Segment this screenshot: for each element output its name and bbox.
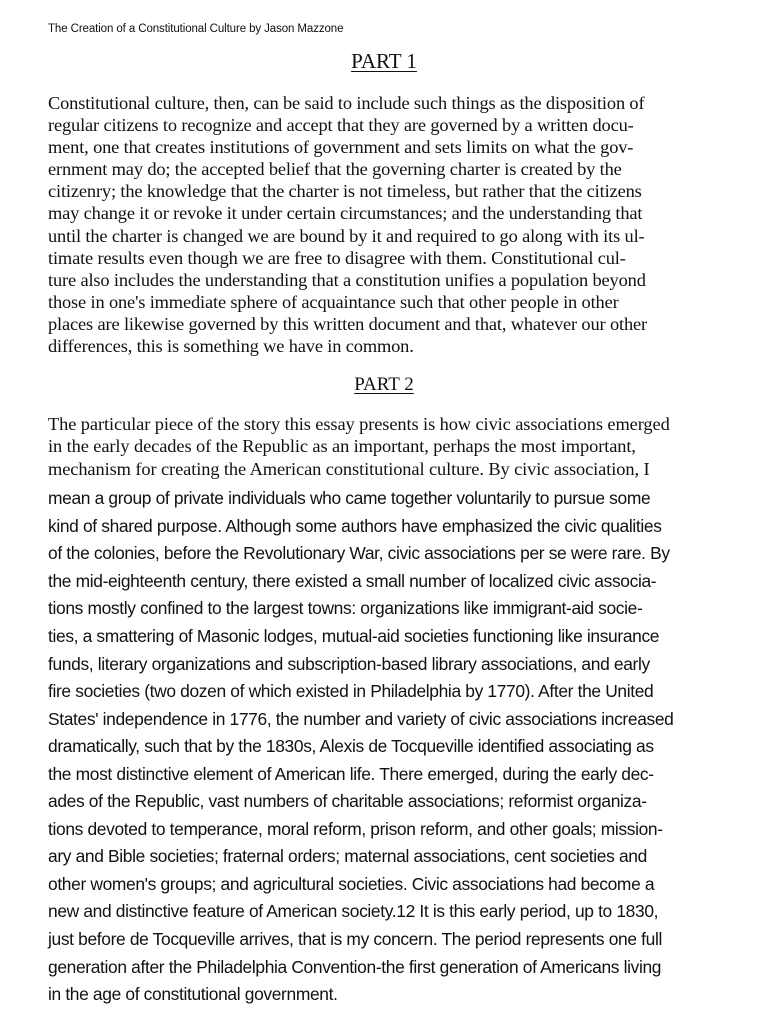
text-line: tions mostly confined to the largest towns: organizations like immigrant-aid socie- [48, 598, 643, 619]
text-line: the mid-eighteenth century, there existed a small number of localized civic associa- [48, 570, 657, 591]
text-line: new and distinctive feature of American society.12 It is this early period, up to 1830, [48, 901, 659, 922]
text-line: regular citizens to recognize and accept that they are governed by a written docu- [48, 115, 634, 136]
text-line: dramatically, such that by the 1830s, Alexis de Tocqueville identified associating as [48, 736, 654, 757]
text-line: just before de Tocqueville arrives, that is my concern. The period represents one full [48, 928, 663, 949]
text-line: citizenry; the knowledge that the charter is not timeless, but rather that the citizens [48, 181, 642, 202]
text-line: ernment may do; the accepted belief that the governing charter is created by the [48, 159, 622, 180]
text-line: mechanism for creating the American constitutional culture. By civic association, I [48, 458, 650, 479]
text-line: ture also includes the understanding that a constitution unifies a population beyond [48, 269, 646, 290]
text-line: the most distinctive element of American life. There emerged, during the early dec- [48, 763, 654, 784]
text-line: fire societies (two dozen of which existed in Philadelphia by 1770). After the United [48, 681, 654, 702]
text-line: of the colonies, before the Revolutionary War, civic associations per se were rare. By [48, 543, 670, 564]
text-line: other women's groups; and agricultural societies. Civic associations had become a [48, 873, 655, 894]
text-line: funds, literary organizations and subscription-based library associations, and early [48, 653, 650, 674]
text-line: The particular piece of the story this essay presents is how civic associations emerged [48, 414, 670, 434]
text-line: in the early decades of the Republic as an important, perhaps the most important, [48, 436, 636, 457]
part-1-paragraph [48, 92, 748, 357]
text-line: Constitutional culture, then, can be said to include such things as the disposition of [48, 93, 645, 113]
part-2-paragraph [48, 413, 748, 1009]
text-line: timate results even though we are free to disagree with them. Constitutional cul- [48, 247, 626, 268]
text-line: tions devoted to temperance, moral reform, prison reform, and other goals; mission- [48, 818, 663, 839]
text-line: in the age of constitutional government. [48, 984, 338, 1005]
part-2-heading: PART 2 [354, 374, 414, 395]
running-header: The Creation of a Constitutional Culture by Jason Mazzone [48, 23, 344, 35]
text-line: until the charter is changed we are bound by it and required to go along with its ul- [48, 225, 645, 246]
text-line: generation after the Philadelphia Convention-the first generation of Americans living [48, 956, 662, 977]
text-line: those in one's immediate sphere of acquaintance such that other people in other [48, 291, 619, 312]
text-line: mean a group of private individuals who came together voluntarily to pursue some [48, 488, 651, 509]
text-line: ment, one that creates institutions of government and sets limits on what the gov- [48, 137, 634, 158]
text-line: may change it or revoke it under certain circumstances; and the understanding that [48, 203, 643, 224]
text-line: ties, a smattering of Masonic lodges, mutual-aid societies functioning like insurance [48, 625, 660, 646]
text-line: differences, this is something we have in common. [48, 336, 414, 357]
text-line: ary and Bible societies; fraternal orders; maternal associations, cent societies and [48, 846, 647, 867]
text-line: ades of the Republic, vast numbers of charitable associations; reformist organiza- [48, 791, 647, 812]
part-1-heading: PART 1 [351, 49, 417, 73]
text-line: places are likewise governed by this written document and that, whatever our other [48, 313, 647, 334]
text-line: States' independence in 1776, the number and variety of civic associations increased [48, 708, 674, 729]
text-line: kind of shared purpose. Although some authors have emphasized the civic qualities [48, 515, 662, 536]
